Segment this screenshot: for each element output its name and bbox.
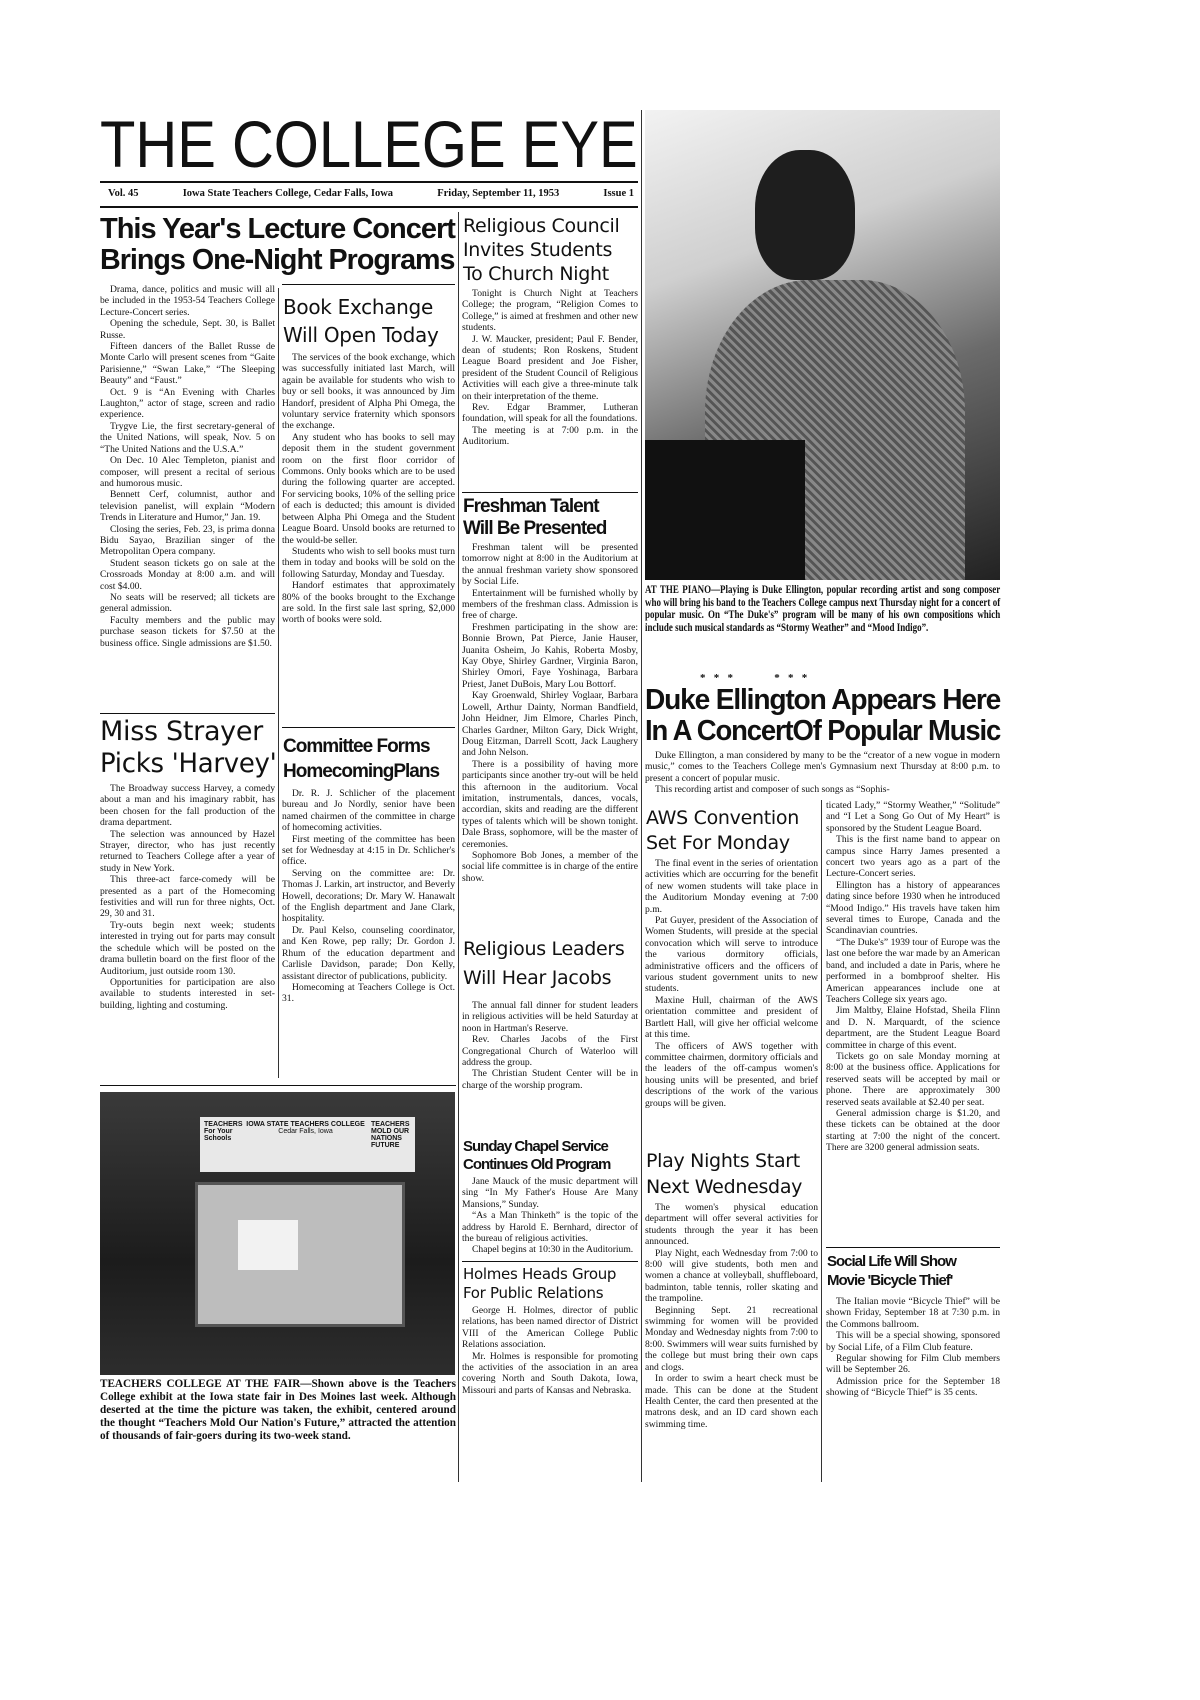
paragraph: Maxine Hull, chairman of the AWS orientation committee and president of Bartlett Hall, will give her official welcome at this time. <box>645 994 818 1041</box>
headline-freshman-talent <box>463 496 638 540</box>
paragraph: Jim Maltby, Elaine Hofstad, Sheila Flinn and D. N. Marquardt, of the science department, are the Student League Board committee in charge of this event. <box>826 1005 1000 1051</box>
divider <box>282 727 455 728</box>
headline-line: For Public Relations <box>463 1284 604 1302</box>
paragraph: Serving on the committee are: Dr. Thomas J. Larkin, art instructor, and Beverly Howell, decorations; Dr. Mary W. Hanawalt of the English department and Jane Clark, hospitality. <box>282 867 455 925</box>
exhibit-panel <box>238 1220 298 1270</box>
headline-line: Set For Monday <box>646 832 790 854</box>
article-play-nights <box>645 1202 818 1482</box>
headline-line: Miss Strayer <box>100 716 263 747</box>
paragraph: Rev. Edgar Brammer, Lutheran foundation, will speak for all the foundations. <box>462 402 638 425</box>
article-ellington-intro <box>645 750 1000 797</box>
headline-line: Will Be Presented <box>463 518 607 539</box>
paragraph: Any student who has books to sell may deposit them in the student government room on the first floor corridor of Commons. Only books which are to be used during the following quarter are accepted. For servicing books, 10% of the selling price of each is deducted; this amount is divided between Alpha Phi Omega and the Student League Board. Unsold books are returned to the would-be seller. <box>282 431 455 546</box>
column-rule <box>641 110 642 1482</box>
exhibit-booth <box>195 1182 405 1327</box>
paragraph: Beginning Sept. 21 recreational swimming for women will be provided Monday and Wednesday nights from 7:00 to 8:00. Swimmers will wear suits furnished by the college but must bring their own caps and clogs. <box>645 1304 818 1373</box>
duke-ellington-photo <box>645 110 1000 580</box>
headline-line: Social Life Will Show <box>827 1253 956 1270</box>
paragraph: Freshman talent will be presented tomorrow night at 8:00 in the Auditorium at the annual freshman variety show sponsored by Social Life. <box>462 542 638 588</box>
paragraph: Pat Guyer, president of the Association of Women Students, will preside at the special convocation which will serve to introduce the various dormitory officials, administrative officers and the officers of various student government units to new students. <box>645 915 818 995</box>
paragraph: Homecoming at Teachers College is Oct. 31. <box>282 981 455 1005</box>
article-bicycle-thief <box>826 1296 1000 1482</box>
article-church-night <box>462 288 638 490</box>
paragraph: This three-act farce-comedy will be presented as a part of the Homecoming festivities and will run for three nights, Oct. 29, 30 and 31. <box>100 874 275 920</box>
headline-line: Brings One-Night Programs <box>100 244 455 277</box>
paragraph: Closing the series, Feb. 23, is prima donna Bidu Sayao, Brazilian singer of the Metropolitan Opera company. <box>100 523 275 558</box>
paragraph: First meeting of the committee has been set for Wednesday at 4:15 in Dr. Schlicher's office. <box>282 833 455 868</box>
headline-church-night <box>463 214 638 286</box>
paragraph: The officers of AWS together with committee chairmen, dormitory officials and the leaders of the off-campus women's housing units will be presented, and brief descriptions of the work of the various groups will be given. <box>645 1040 818 1109</box>
divider <box>462 1261 638 1262</box>
headline-aws <box>646 806 818 856</box>
column-rule <box>278 288 279 1078</box>
paragraph: Dr. R. J. Schlicher of the placement bureau and Jo Nordly, senior have been named chairmen of the committee in charge of homecoming activities. <box>282 788 455 834</box>
headline-lecture-concert <box>100 214 455 277</box>
piano <box>645 440 805 580</box>
headline-holmes <box>463 1265 638 1303</box>
headline-line: HomecomingPlans <box>283 761 440 782</box>
paragraph: The final event in the series of orientation activities which are occurring for the benefit of new women students will take place in the Auditorium Monday evening at 7:00 p.m. <box>645 858 818 915</box>
paragraph: Bennett Cerf, columnist, author and television panelist, will explain “Modern Trends in Literature and Humor,” Jan. 19. <box>100 489 275 524</box>
column-rule <box>458 212 459 1482</box>
headline-line: AWS Convention <box>646 807 799 829</box>
headline-line: Continues Old Program <box>463 1156 611 1173</box>
paragraph: On Dec. 10 Alec Templeton, pianist and composer, will present a recital of serious and humorous music. <box>100 455 275 489</box>
article-strayer <box>100 783 275 1079</box>
paragraph: Tickets go on sale Monday morning at 8:00 at the business office. Applications for reserved seats will be accepted by mail or phone. There are approximately 300 reserved seats available at $2.40 per seat. <box>826 1050 1000 1108</box>
paragraph: Handorf estimates that approximately 80% of the books brought to the Exchange are sold. In the first sale last spring, $2,000 worth of books were sold. <box>282 580 455 626</box>
headline-sunday-chapel <box>463 1138 638 1174</box>
separator-stars: * * * * * * <box>700 672 808 684</box>
headline-book-exchange <box>283 293 456 349</box>
paragraph: Tonight is Church Night at Teachers College; the program, “Religion Comes to College,” is aimed at freshmen and other new students. <box>462 288 638 334</box>
paragraph: Chapel begins at 10:30 in the Auditorium. <box>472 1244 634 1256</box>
headline-line: Next Wednesday <box>646 1176 803 1198</box>
paragraph: Oct. 9 is “An Evening with Charles Laughton,” actor of stage, screen and radio experience. <box>100 386 275 421</box>
paragraph: “The Duke's” 1939 tour of Europe was the last one before the war made by an American band, and included a date in Paris, where he performed in a bombproof shelter. His American appearances include one at Teachers College six years ago. <box>826 936 1000 1005</box>
sign-text: IOWA STATE TEACHERS COLLEGE <box>246 1121 365 1128</box>
divider <box>462 492 638 493</box>
article-lecture-concert <box>100 284 275 708</box>
divider <box>100 713 275 714</box>
paragraph: The Broadway success Harvey, a comedy about a man and his imaginary rabbit, has been chosen for the fall production of the drama department. <box>100 783 275 829</box>
headline-line: Will Hear Jacobs <box>463 967 612 989</box>
paragraph: General admission charge is $1.20, and these tickets can be obtained at the door starting at 7:00 the night of the concert. There are 3200 general admission seats. <box>826 1107 1000 1154</box>
headline-homecoming <box>283 734 456 784</box>
article-sunday-chapel <box>462 1176 638 1256</box>
paragraph: Trygve Lie, the first secretary-general of the United Nations, will speak, Nov. 5 on “The United Nations and the U.S.A.” <box>100 420 275 455</box>
paragraph: Try-outs begin next week; students interested in trying out for parts may consult the schedule which will be posted on the drama bulletin board on the first floor of the Auditorium, just outside room 130. <box>100 919 275 977</box>
headline-line: Play Nights Start <box>646 1150 800 1172</box>
paragraph: Faculty members and the public may purchase season tickets for $7.50 at the business office. Single admissions are $1.50. <box>100 614 275 649</box>
headline-line: Sunday Chapel Service <box>463 1138 608 1155</box>
headline-line: Religious Leaders <box>463 938 625 960</box>
fair-exhibit-photo <box>100 1092 455 1375</box>
sign-text: TEACHERS For Your Schools <box>204 1121 243 1142</box>
divider <box>282 284 455 285</box>
headline-line: In A ConcertOf Popular Music <box>645 715 1001 747</box>
paragraph: The women's physical education department will offer several activities for students through the year it has been announced. <box>645 1202 818 1248</box>
paragraph: This will be a special showing, sponsored by Social Life, of a Film Club feature. <box>826 1330 1000 1353</box>
column-rule <box>821 800 822 1482</box>
folio-line <box>108 188 634 199</box>
paragraph: Student season tickets go on sale at the Crossroads Monday at 8:00 a.m. and will cost $4.00. <box>100 557 275 592</box>
headline-line: Duke Ellington Appears Here <box>645 684 1001 716</box>
paragraph: Dr. Paul Kelso, counseling coordinator, and Ken Rowe, pep rally; Dr. Gordon J. Rhum of the education department and Carlisle Davidson, parade; Don Kelly, assistant director of publications, publicity. <box>282 924 455 982</box>
paragraph: J. W. Maucker, president; Paul F. Bender, dean of students; Ron Roskens, Student League Board president and Joe Fisher, president of the Student Council of Religious Activities will each give a three-minute talk on their interpretation of the theme. <box>462 333 638 402</box>
paragraph: Rev. Charles Jacobs of the First Congregational Church of Waterloo will address the group. <box>462 1034 638 1069</box>
masthead <box>100 108 638 180</box>
headline-line: To Church Night <box>463 263 609 285</box>
paragraph: The Christian Student Center will be in charge of the worship program. <box>462 1068 638 1091</box>
paragraph: “As a Man Thinketh” is the topic of the address by Harold E. Bernhard, director of the bureau of religious activities. <box>462 1210 638 1245</box>
sign-text: TEACHERS MOLD OUR NATIONS FUTURE <box>371 1121 410 1149</box>
paragraph: Fifteen dancers of the Ballet Russe de Monte Carlo will present scenes from “Gaite Parisienne,” “Swan Lake,” “The Sleeping Beauty” and “Faust.” <box>100 341 275 387</box>
headline-line: Book Exchange <box>283 295 433 319</box>
divider <box>100 181 638 183</box>
masthead-title: THE COLLEGE EYE <box>100 107 638 181</box>
divider <box>100 206 638 208</box>
piano-caption-box <box>645 584 1000 672</box>
paragraph: Opportunities for participation are also available to students interested in set-building, lighting and costuming. <box>100 976 275 1011</box>
headline-play-nights <box>646 1148 818 1200</box>
portrait-head <box>755 150 855 280</box>
paragraph: Freshmen participating in the show are: Bonnie Brown, Pat Pierce, Janie Hauser, Juanita Osheim, Jo Kahis, Roberta Mosby, Kay Obye, Shirley Gardner, Virginia Baron, Shirley Omori, Faye Yoshinaga, Barbara Priest, Janet DuBois, Mary Lou Bottorf. <box>462 621 638 690</box>
headline-line: This Year's Lecture Concert <box>100 213 455 245</box>
headline-line: Picks 'Harvey' <box>100 748 277 779</box>
paragraph: The services of the book exchange, which was successfully initiated last March, will again be available for students who wish to buy or sell books, it was announced by Jim Handorf, president of Alpha Phi Omega, the voluntary service fraternity which sponsors the exchange. <box>282 352 455 432</box>
paragraph: Ellington has a history of appearances dating since before 1930 when he introduced “Mood Indigo.” His travels have taken him several times to Europe, Canada and the Scandinavian countries. <box>826 879 1000 937</box>
paragraph: Admission price for the September 18 showing of “Bicycle Thief” is 35 cents. <box>826 1375 1000 1399</box>
paragraph: Play Night, each Wednesday from 7:00 to 8:00 will give students, both men and women a chance at volleyball, shuffleboard, badminton, table tennis, roller skating and the trampoline. <box>645 1247 818 1305</box>
sign-text: Cedar Falls, Iowa <box>278 1128 333 1135</box>
article-book-exchange <box>282 352 455 717</box>
date: Friday, September 11, 1953 <box>437 188 560 199</box>
paragraph: The meeting is at 7:00 p.m. in the Auditorium. <box>462 424 638 448</box>
paragraph: No seats will be reserved; all tickets are general admission. <box>100 591 275 615</box>
article-aws <box>645 858 818 1143</box>
paragraph: The selection was announced by Hazel Strayer, director, who has just recently returned to Teachers College after a year of study in New York. <box>100 828 275 874</box>
paragraph: This is the first name band to appear on campus since Harry James presented a concert two years ago as a part of the Lecture-Concert series. <box>826 834 1000 880</box>
headline-ellington <box>645 685 1000 747</box>
issue: Issue 1 <box>603 188 634 199</box>
article-homecoming <box>282 788 455 1079</box>
paragraph: Drama, dance, politics and music will all be included in the 1953-54 Teachers College Lecture-Concert series. <box>100 284 275 318</box>
publisher: Iowa State Teachers College, Cedar Falls, Iowa <box>182 188 394 199</box>
paragraph: Students who wish to sell books must turn them in today and books will be sold on the following Saturday, Monday and Tuesday. <box>282 545 455 580</box>
headline-line: Invites Students <box>463 239 613 261</box>
article-ellington <box>826 800 1000 1245</box>
paragraph: George H. Holmes, director of public relations, has been named director of District VIII of the American College Public Relations association. <box>462 1305 638 1351</box>
article-holmes <box>462 1305 638 1482</box>
headline-bicycle-thief <box>827 1252 1000 1290</box>
paragraph: The Italian movie “Bicycle Thief” will be shown Friday, September 18 at 7:30 p.m. in the Commons ballroom. <box>826 1296 1000 1330</box>
paragraph: Entertainment will be furnished wholly by members of the freshman class. Admission is free of charge. <box>462 587 638 622</box>
headline-line: Freshman Talent <box>463 496 599 517</box>
paragraph: Regular showing for Film Club members will be September 26. <box>826 1353 1000 1376</box>
paragraph: Sophomore Bob Jones, a member of the social life committee is in charge of the entire show. <box>462 849 638 884</box>
divider <box>826 1247 1000 1248</box>
paragraph: Duke Ellington, a man considered by many to be the “creator of a new vogue in modern music,” comes to the Teachers College men's Gymnasium next Thursday at 8:00 p.m. to present a concert of popular music. <box>645 750 1000 784</box>
article-religious-leaders <box>462 1000 638 1133</box>
paragraph: Kay Groenwald, Shirley Voglaar, Barbara Lowell, Arthur Dainty, Norman Bandfield, John Heidner, Jim Elmore, Charles Pinch, Charles Gardner, Milton Gary, Dick Wright, Doug Eitzman, Darrell Scott, Jack Laughery and John Nelson. <box>462 690 638 759</box>
headline-religious-leaders <box>463 935 638 993</box>
piano-photo-caption: AT THE PIANO—Playing is Duke Ellington, popular recording artist and song composer who will bring his band to the Teachers College campus next Thursday night for a concert of popular music. On “The Duke's” program will be many of his own compositions which include such musical standards as “Stormy Weather” and “Mood Indigo”. <box>645 584 1001 634</box>
volume: Vol. 45 <box>108 188 139 199</box>
headline-line: Committee Forms <box>283 736 430 757</box>
fair-photo-caption: TEACHERS COLLEGE AT THE FAIR—Shown above is the Teachers College exhibit at the Iowa state fair in Des Moines last week. Although deserted at the time the picture was taken, the exhibit, centered around the thought “Teachers Mold Our Nation's Future,” attracted the attention of thousands of fair-goers during its two-week stand. <box>100 1378 456 1442</box>
headline-miss-strayer <box>100 716 276 780</box>
article-freshman-talent <box>462 542 638 927</box>
headline-line: Movie 'Bicycle Thief' <box>827 1272 953 1289</box>
headline-line: Holmes Heads Group <box>463 1265 617 1283</box>
headline-line: Will Open Today <box>283 323 439 347</box>
divider <box>100 1085 456 1086</box>
headline-line: Religious Council <box>463 215 620 237</box>
paragraph: Opening the schedule, Sept. 30, is Ballet Russe. <box>100 318 275 341</box>
paragraph: This recording artist and composer of such songs as “Sophis- <box>655 784 890 796</box>
paragraph: The annual fall dinner for student leaders in religious activities will be held Saturday at noon in Hartman's Reserve. <box>462 1000 638 1034</box>
paragraph: ticated Lady,” “Stormy Weather,” “Solitude” and “I Let a Song Go Out of My Heart” is sponsored by the Student League Board. <box>826 800 1000 834</box>
exhibit-sign <box>200 1117 415 1172</box>
paragraph: There is a possibility of having more participants since another try-out will be held this afternoon in the auditorium. Vocal imitation, instrumentals, dances, vocals, accordian, skits and reading are the different types of talents which will be shown tonight. Dale Brass, sophomore, will be the master of ceremonies. <box>462 758 638 850</box>
paragraph: Jane Mauck of the music department will sing “In My Father's House Are Many Mansions,” Sunday. <box>462 1176 638 1210</box>
paragraph: Mr. Holmes is responsible for promoting the activities of the association in an area covering North and South Dakota, Iowa, Missouri and parts of Kansas and Nebraska. <box>462 1350 638 1396</box>
paragraph: In order to swim a heart check must be made. This can be done at the Student Health Center, the card then presented at the matrons desk, and an ID card shown each swimming time. <box>645 1373 818 1430</box>
sign-center <box>243 1121 368 1168</box>
